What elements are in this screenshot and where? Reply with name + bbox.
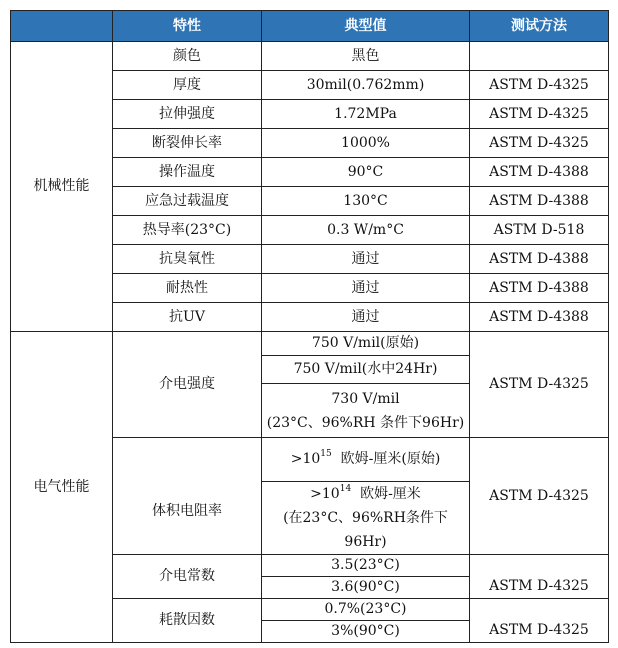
property-cell: 耐热性: [113, 274, 262, 303]
value-line: [264, 482, 467, 506]
method-cell: [470, 42, 609, 71]
method-cell: ASTM D-4388: [470, 245, 609, 274]
value-line: (23°C、96%RH 条件下96Hr): [266, 414, 465, 431]
value-cell: 0.7%(23°C): [262, 599, 470, 621]
property-cell: 厚度: [113, 71, 262, 100]
table-row: [11, 42, 609, 71]
property-cell: 操作温度: [113, 158, 262, 187]
value-cell: 90°C: [262, 158, 470, 187]
value-cell: 3%(90°C): [262, 621, 470, 643]
value-prefix: >10: [310, 486, 340, 502]
value-prefix: >10: [290, 451, 321, 467]
property-cell: 热导率(23°C): [113, 216, 262, 245]
property-cell: 介电强度: [113, 332, 262, 438]
header-row: [11, 11, 609, 42]
header-property: 特性: [113, 11, 262, 42]
value-cell: 750 V/mil(原始): [262, 332, 470, 356]
method-cell: ASTM D-4325: [470, 599, 609, 643]
method-cell: ASTM D-4388: [470, 303, 609, 332]
property-cell: 耗散因数: [113, 599, 262, 643]
value-line: 730 V/mil: [331, 390, 400, 407]
method-cell: ASTM D-4325: [470, 100, 609, 129]
method-cell: ASTM D-4388: [470, 187, 609, 216]
method-cell: ASTM D-4325: [470, 332, 609, 438]
property-cell: 抗UV: [113, 303, 262, 332]
value-cell: [262, 482, 470, 555]
method-cell: ASTM D-4388: [470, 274, 609, 303]
table-row: [11, 332, 609, 356]
value-cell: 通过: [262, 274, 470, 303]
header-category: [11, 11, 113, 42]
value-suffix: 欧姆-厘米(原始): [340, 451, 441, 467]
header-value: 典型值: [262, 11, 470, 42]
value-cell: 通过: [262, 245, 470, 274]
value-cell: 3.5(23°C): [262, 555, 470, 577]
spec-table: [10, 10, 609, 643]
property-cell: 应急过载温度: [113, 187, 262, 216]
property-cell: 体积电阻率: [113, 438, 262, 555]
value-cell: [262, 438, 470, 482]
value-cell: 750 V/mil(水中24Hr): [262, 356, 470, 384]
value-suffix: 欧姆-厘米: [360, 486, 421, 502]
property-cell: 抗臭氧性: [113, 245, 262, 274]
property-cell: 断裂伸长率: [113, 129, 262, 158]
value-cell: 0.3 W/m°C: [262, 216, 470, 245]
header-method: 测试方法: [470, 11, 609, 42]
value-cell: 3.6(90°C): [262, 577, 470, 599]
property-cell: 介电常数: [113, 555, 262, 599]
method-cell: ASTM D-518: [470, 216, 609, 245]
method-cell: ASTM D-4388: [470, 158, 609, 187]
value-cell: 1.72MPa: [262, 100, 470, 129]
method-cell: ASTM D-4325: [470, 438, 609, 555]
category-electrical: 电气性能: [11, 332, 113, 643]
value-cell: 1000%: [262, 129, 470, 158]
value-exponent: 15: [320, 449, 332, 460]
method-cell: ASTM D-4325: [470, 555, 609, 599]
value-cell: 130°C: [262, 187, 470, 216]
category-mechanical: 机械性能: [11, 42, 113, 332]
property-cell: 颜色: [113, 42, 262, 71]
value-cell: 30mil(0.762mm): [262, 71, 470, 100]
value-cell: 黑色: [262, 42, 470, 71]
value-line: (在23°C、96%RH条件下96Hr): [283, 510, 448, 550]
value-cell: 通过: [262, 303, 470, 332]
value-exponent: 14: [339, 484, 352, 495]
value-cell: [262, 384, 470, 438]
method-cell: ASTM D-4325: [470, 71, 609, 100]
property-cell: 拉伸强度: [113, 100, 262, 129]
method-cell: ASTM D-4325: [470, 129, 609, 158]
